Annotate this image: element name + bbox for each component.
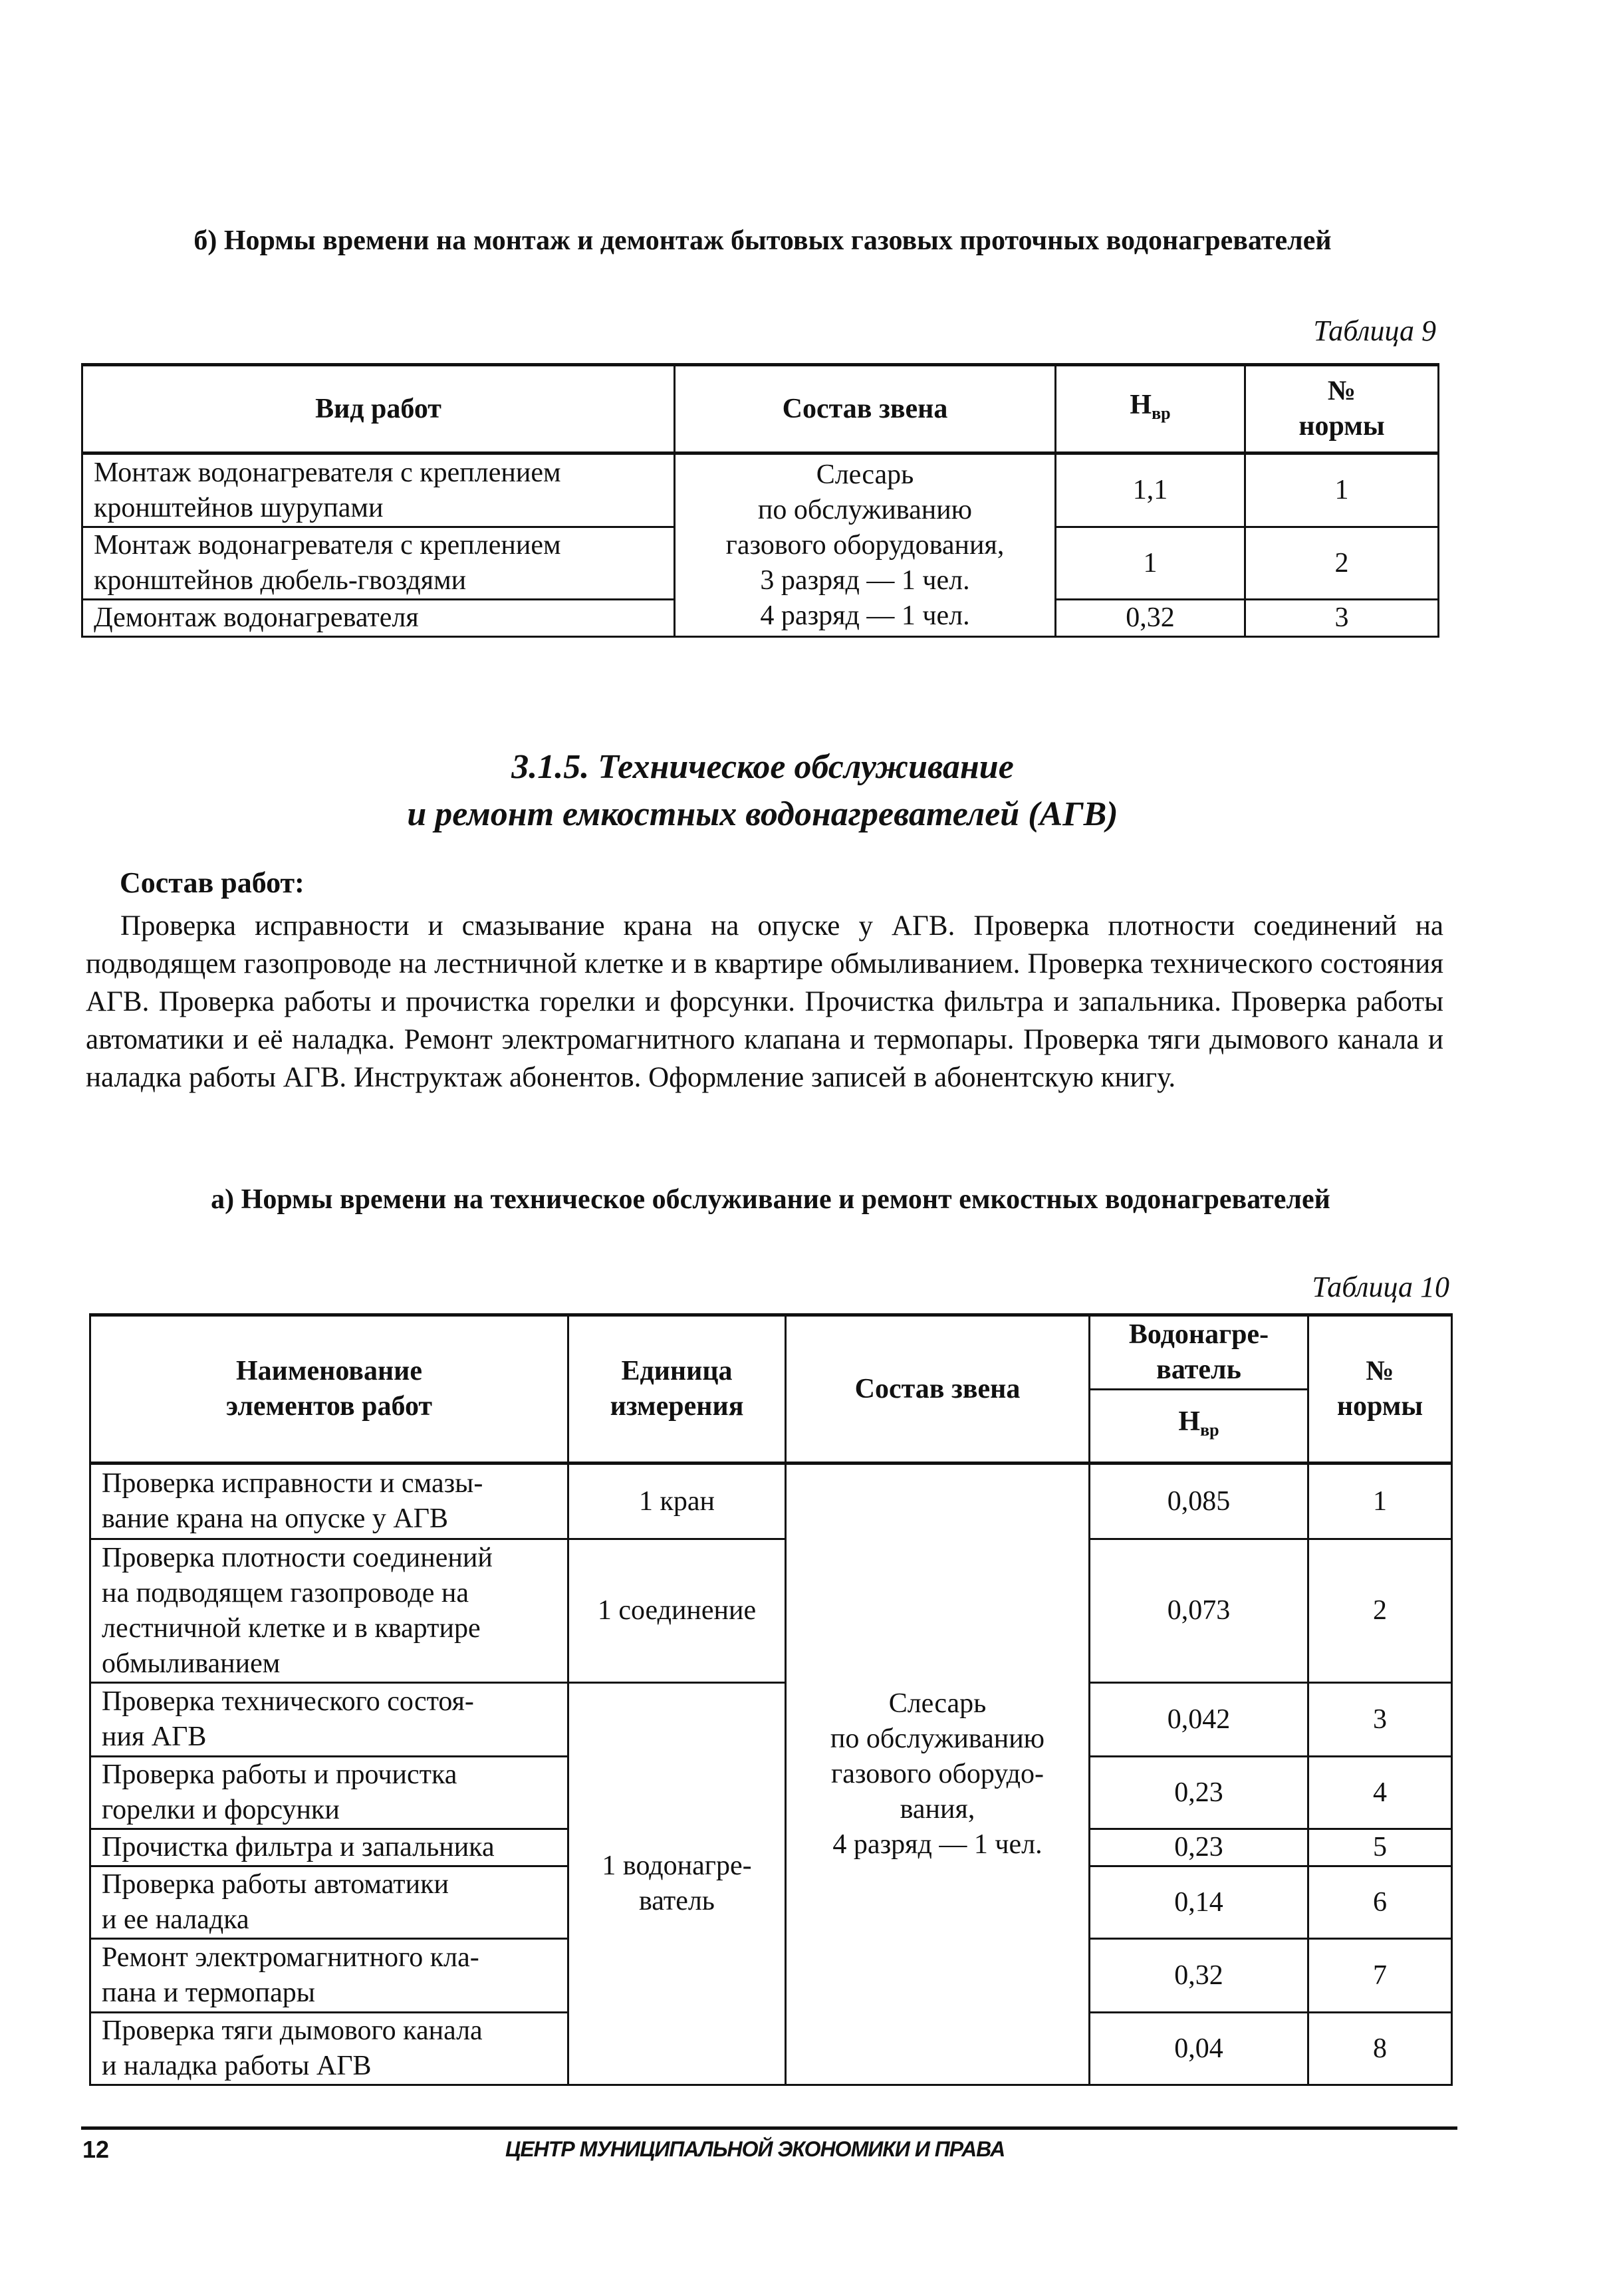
table-row xyxy=(90,1683,1452,1757)
work-name-cell: Проверка плотности соединений на подводящем газопроводе на лестничной клетке и в квартире обмыливанием xyxy=(90,1539,568,1683)
norm-cell: 6 xyxy=(1308,1866,1452,1939)
norm-cell: 2 xyxy=(1245,527,1439,600)
header-water-heater: Водонагре- ватель xyxy=(1090,1315,1308,1390)
table-10 xyxy=(89,1313,1453,2086)
composition-label: Состав работ: xyxy=(120,866,305,899)
page-number: 12 xyxy=(82,2136,110,2163)
work-name-cell: Проверка тяги дымового канала и наладка работы АГВ xyxy=(90,2013,568,2085)
norm-cell: 1 xyxy=(1245,453,1439,527)
work-name-cell: Ремонт электромагнитного кла- пана и термопары xyxy=(90,1939,568,2013)
header-hvr: $Н_{вр}$ xyxy=(1090,1390,1308,1464)
work-name-cell: Проверка работы и прочистка горелки и форсунки xyxy=(90,1757,568,1829)
table-10-caption: Таблица 10 xyxy=(1312,1271,1449,1303)
hvr-cell: 0,14 xyxy=(1090,1866,1308,1939)
hvr-cell: 0,32 xyxy=(1090,1939,1308,2013)
work-cell: Монтаж водонагревателя с креплением кронштейнов шурупами xyxy=(82,453,675,527)
composition-paragraph: Проверка исправности и смазывание крана на опуске у АГВ. Проверка плотности соединений на подводящем газопроводе на лестничной клетке и в квартире обмыливанием. Проверка технического состояния АГВ. Проверка работы и прочистка горелки и форсунки. Прочистка фильтра и запальника. Проверка работы автоматики и её наладка. Ремонт электромагнитного клапана и термопары. Проверка тяги дымового канала и наладка работы АГВ. Инструктаж абонентов. Оформление записей в абонентскую книгу. xyxy=(86,910,1443,1093)
header-unit: Единица измерения xyxy=(568,1315,786,1464)
hvr-cell: 0,085 xyxy=(1090,1464,1308,1539)
header-norm-number: № нормы xyxy=(1308,1315,1452,1464)
section-a-heading: а) Нормы времени на техническое обслуживание и ремонт емкостных водонагревателей xyxy=(211,1184,1330,1215)
table-10-header-row xyxy=(90,1315,1452,1390)
norm-cell: 3 xyxy=(1245,600,1439,637)
norm-cell: 2 xyxy=(1308,1539,1452,1683)
section-b-heading: б) Нормы времени на монтаж и демонтаж бытовых газовых проточных водонагревателей xyxy=(193,225,1332,256)
work-name-cell: Проверка технического состоя- ния АГВ xyxy=(90,1683,568,1757)
table-row xyxy=(90,1539,1452,1683)
unit-cell: 1 соединение xyxy=(568,1539,786,1683)
publisher-name: ЦЕНТР МУНИЦИПАЛЬНОЙ ЭКОНОМИКИ И ПРАВА xyxy=(505,2137,1005,2161)
unit-cell: 1 кран xyxy=(568,1464,786,1539)
crew-cell: Слесарь по обслуживанию газового оборудо- вания, 4 разряд — 1 чел. xyxy=(786,1464,1090,2085)
hvr-cell: 0,32 xyxy=(1056,600,1245,637)
work-name-cell: Проверка исправности и смазы- вание крана на опуске у АГВ xyxy=(90,1464,568,1539)
section-title-line-2: и ремонт емкостных водонагревателей (АГВ) xyxy=(407,795,1118,833)
hvr-cell: 0,23 xyxy=(1090,1757,1308,1829)
hvr-cell: 1 xyxy=(1056,527,1245,600)
work-cell: Монтаж водонагревателя с креплением кронштейнов дюбель-гвоздями xyxy=(82,527,675,600)
header-hvr: $Н_{вр}$ xyxy=(1056,365,1245,453)
hvr-cell: 0,04 xyxy=(1090,2013,1308,2085)
header-crew: Состав звена xyxy=(675,365,1056,453)
section-title-line-1: 3.1.5. Техническое обслуживание xyxy=(511,748,1014,786)
norm-cell: 3 xyxy=(1308,1683,1452,1757)
norm-cell: 4 xyxy=(1308,1757,1452,1829)
unit-cell: 1 водонагре- ватель xyxy=(568,1683,786,2085)
hvr-cell: 0,23 xyxy=(1090,1829,1308,1866)
hvr-cell: 1,1 xyxy=(1056,453,1245,527)
norm-cell: 8 xyxy=(1308,2013,1452,2085)
table-9 xyxy=(81,363,1439,638)
hvr-cell: 0,073 xyxy=(1090,1539,1308,1683)
table-9-header-row xyxy=(82,365,1439,453)
hvr-cell: 0,042 xyxy=(1090,1683,1308,1757)
header-norm-number: № нормы xyxy=(1245,365,1439,453)
table-9-caption: Таблица 9 xyxy=(1313,315,1436,347)
footer-divider xyxy=(81,2126,1457,2130)
norm-cell: 1 xyxy=(1308,1464,1452,1539)
header-work-type: Вид работ xyxy=(82,365,675,453)
header-work-name: Наименование элементов работ xyxy=(90,1315,568,1464)
norm-cell: 7 xyxy=(1308,1939,1452,2013)
table-row xyxy=(82,453,1439,527)
work-cell: Демонтаж водонагревателя xyxy=(82,600,675,637)
header-crew: Состав звена xyxy=(786,1315,1090,1464)
work-name-cell: Прочистка фильтра и запальника xyxy=(90,1829,568,1866)
work-name-cell: Проверка работы автоматики и ее наладка xyxy=(90,1866,568,1939)
table-row xyxy=(90,1464,1452,1539)
norm-cell: 5 xyxy=(1308,1829,1452,1866)
crew-cell: Слесарь по обслуживанию газового оборудования, 3 разряд — 1 чел. 4 разряд — 1 чел. xyxy=(675,453,1056,637)
